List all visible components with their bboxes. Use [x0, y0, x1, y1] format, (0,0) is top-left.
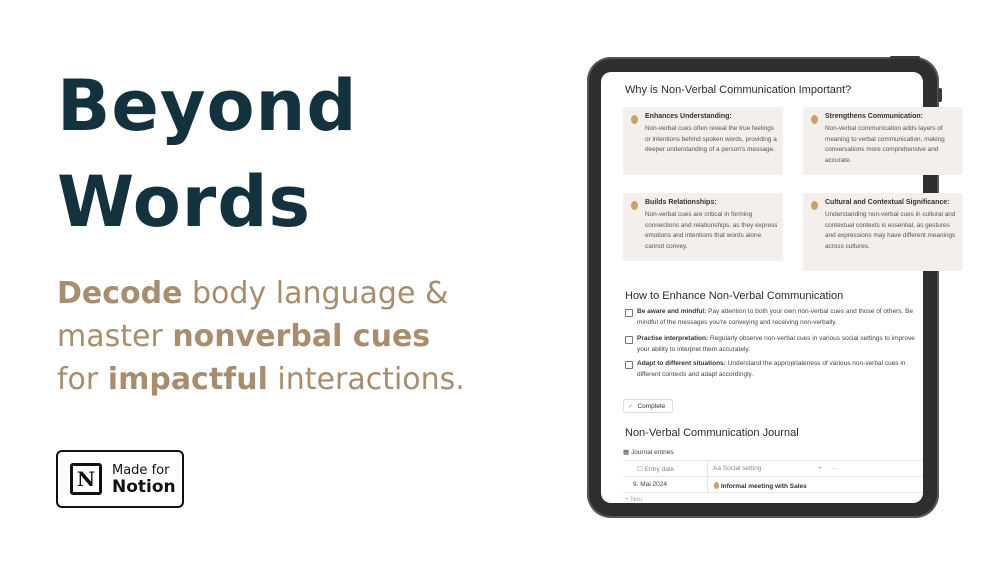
database-title — [623, 448, 674, 456]
todo-item — [625, 334, 925, 355]
hero-title-line2: Words — [57, 161, 312, 243]
divider — [623, 460, 923, 461]
column-header-setting[interactable] — [713, 465, 761, 472]
callout-title: Strengthens Communication: — [825, 113, 924, 120]
calendar-icon: ☐ — [637, 466, 645, 473]
todo-item — [625, 359, 925, 380]
callout-enhances-understanding — [623, 107, 783, 175]
table-icon: ▦ — [623, 449, 631, 456]
divider — [623, 492, 923, 493]
table-cell-date: 9. Mai 2024 — [633, 481, 667, 488]
todo-bold: Practise interpretation: — [637, 335, 709, 342]
tablet-top-button — [890, 56, 920, 59]
tagline-word: impactful — [107, 362, 268, 397]
callout-text: Non-verbal communication adds layers of meaning to verbal communication, making conversations more comprehensive and accurate. — [825, 125, 945, 164]
column-header-label: Social setting — [722, 465, 762, 472]
callout-cultural-significance — [803, 193, 963, 271]
hand-icon — [714, 482, 719, 489]
table-row[interactable] — [714, 481, 807, 490]
tagline-text: interactions. — [267, 362, 465, 397]
tagline-word: Decode — [57, 276, 183, 311]
section-heading-how: How to Enhance Non-Verbal Communication — [625, 290, 844, 302]
check-icon: ✓ — [628, 403, 634, 410]
badge-line1: Made for — [112, 463, 170, 478]
complete-button[interactable] — [623, 399, 673, 413]
todo-body: Regularly observe non-verbal cues in various social settings to improve your ability to interpret them accurately. — [637, 335, 915, 353]
callout-title: Enhances Understanding: — [645, 113, 732, 120]
tagline-text: for — [57, 362, 108, 397]
section-heading-journal: Non-Verbal Communication Journal — [625, 427, 799, 439]
new-row-button[interactable]: + Neu — [625, 496, 643, 503]
todo-bold: Be aware and mindful: — [637, 308, 707, 315]
todo-text — [637, 359, 925, 380]
badge-text — [112, 462, 176, 496]
callout-title: Cultural and Contextual Significance: — [825, 199, 950, 206]
notion-page-screen — [601, 72, 956, 503]
hero-tagline — [57, 272, 477, 401]
column-header-label: Entry date — [644, 466, 675, 473]
callout-text: Understanding non-verbal cues in cultural and contextual contexts is essential, as gestures and expressions may have different meanings across cultures. — [825, 211, 956, 250]
text-property-icon: Aa — [713, 465, 723, 472]
callout-builds-relationships — [623, 193, 783, 261]
table-cell-setting: Informal meeting with Sales — [720, 483, 807, 490]
divider — [623, 476, 923, 477]
tablet-side-button — [938, 88, 942, 102]
hand-icon — [631, 115, 638, 124]
section-heading-why: Why is Non-Verbal Communication Important? — [625, 84, 852, 96]
notion-logo-icon: N — [70, 463, 102, 495]
checkbox[interactable] — [625, 336, 633, 344]
todo-text — [637, 334, 925, 355]
todo-item — [625, 307, 925, 328]
tagline-text: master — [57, 319, 173, 354]
made-for-notion-badge — [56, 450, 184, 508]
add-column-button[interactable]: + — [818, 465, 822, 472]
callout-title: Builds Relationships: — [645, 199, 717, 206]
hand-icon — [631, 201, 638, 210]
more-options-button[interactable]: ··· — [831, 465, 838, 472]
hand-icon — [811, 115, 818, 124]
divider — [707, 460, 708, 492]
callout-text: Non-verbal cues often reveal the true feelings or intentions behind spoken words, providing a deeper understanding of a person's message. — [645, 125, 777, 153]
hero-title — [57, 58, 358, 250]
column-header-date[interactable] — [637, 465, 674, 473]
badge-line2: Notion — [112, 477, 176, 497]
hand-icon — [811, 201, 818, 210]
todo-bold: Adapt to different situations: — [637, 360, 726, 367]
checkbox[interactable] — [625, 361, 633, 369]
callout-text: Non-verbal cues are critical in forming connections and relationships, as they express emotions and intentions that words alone cannot convey. — [645, 211, 778, 250]
complete-button-label: Complete — [637, 402, 666, 410]
database-title-text: Journal entries — [630, 449, 674, 456]
hero-title-line1: Beyond — [57, 65, 358, 147]
todo-body: Pay attention to both your own non-verbal cues and those of others. Be mindful of the messages you're conveying and receiving non-verbally. — [637, 308, 914, 326]
tagline-text: body language & — [182, 276, 449, 311]
tagline-word: nonverbal cues — [172, 319, 431, 354]
todo-text — [637, 307, 925, 328]
callout-strengthens-communication — [803, 107, 963, 175]
checkbox[interactable] — [625, 309, 633, 317]
todo-body: Understand the appropriateness of various non-verbal cues in different contexts and adapt accordingly. — [637, 360, 906, 378]
